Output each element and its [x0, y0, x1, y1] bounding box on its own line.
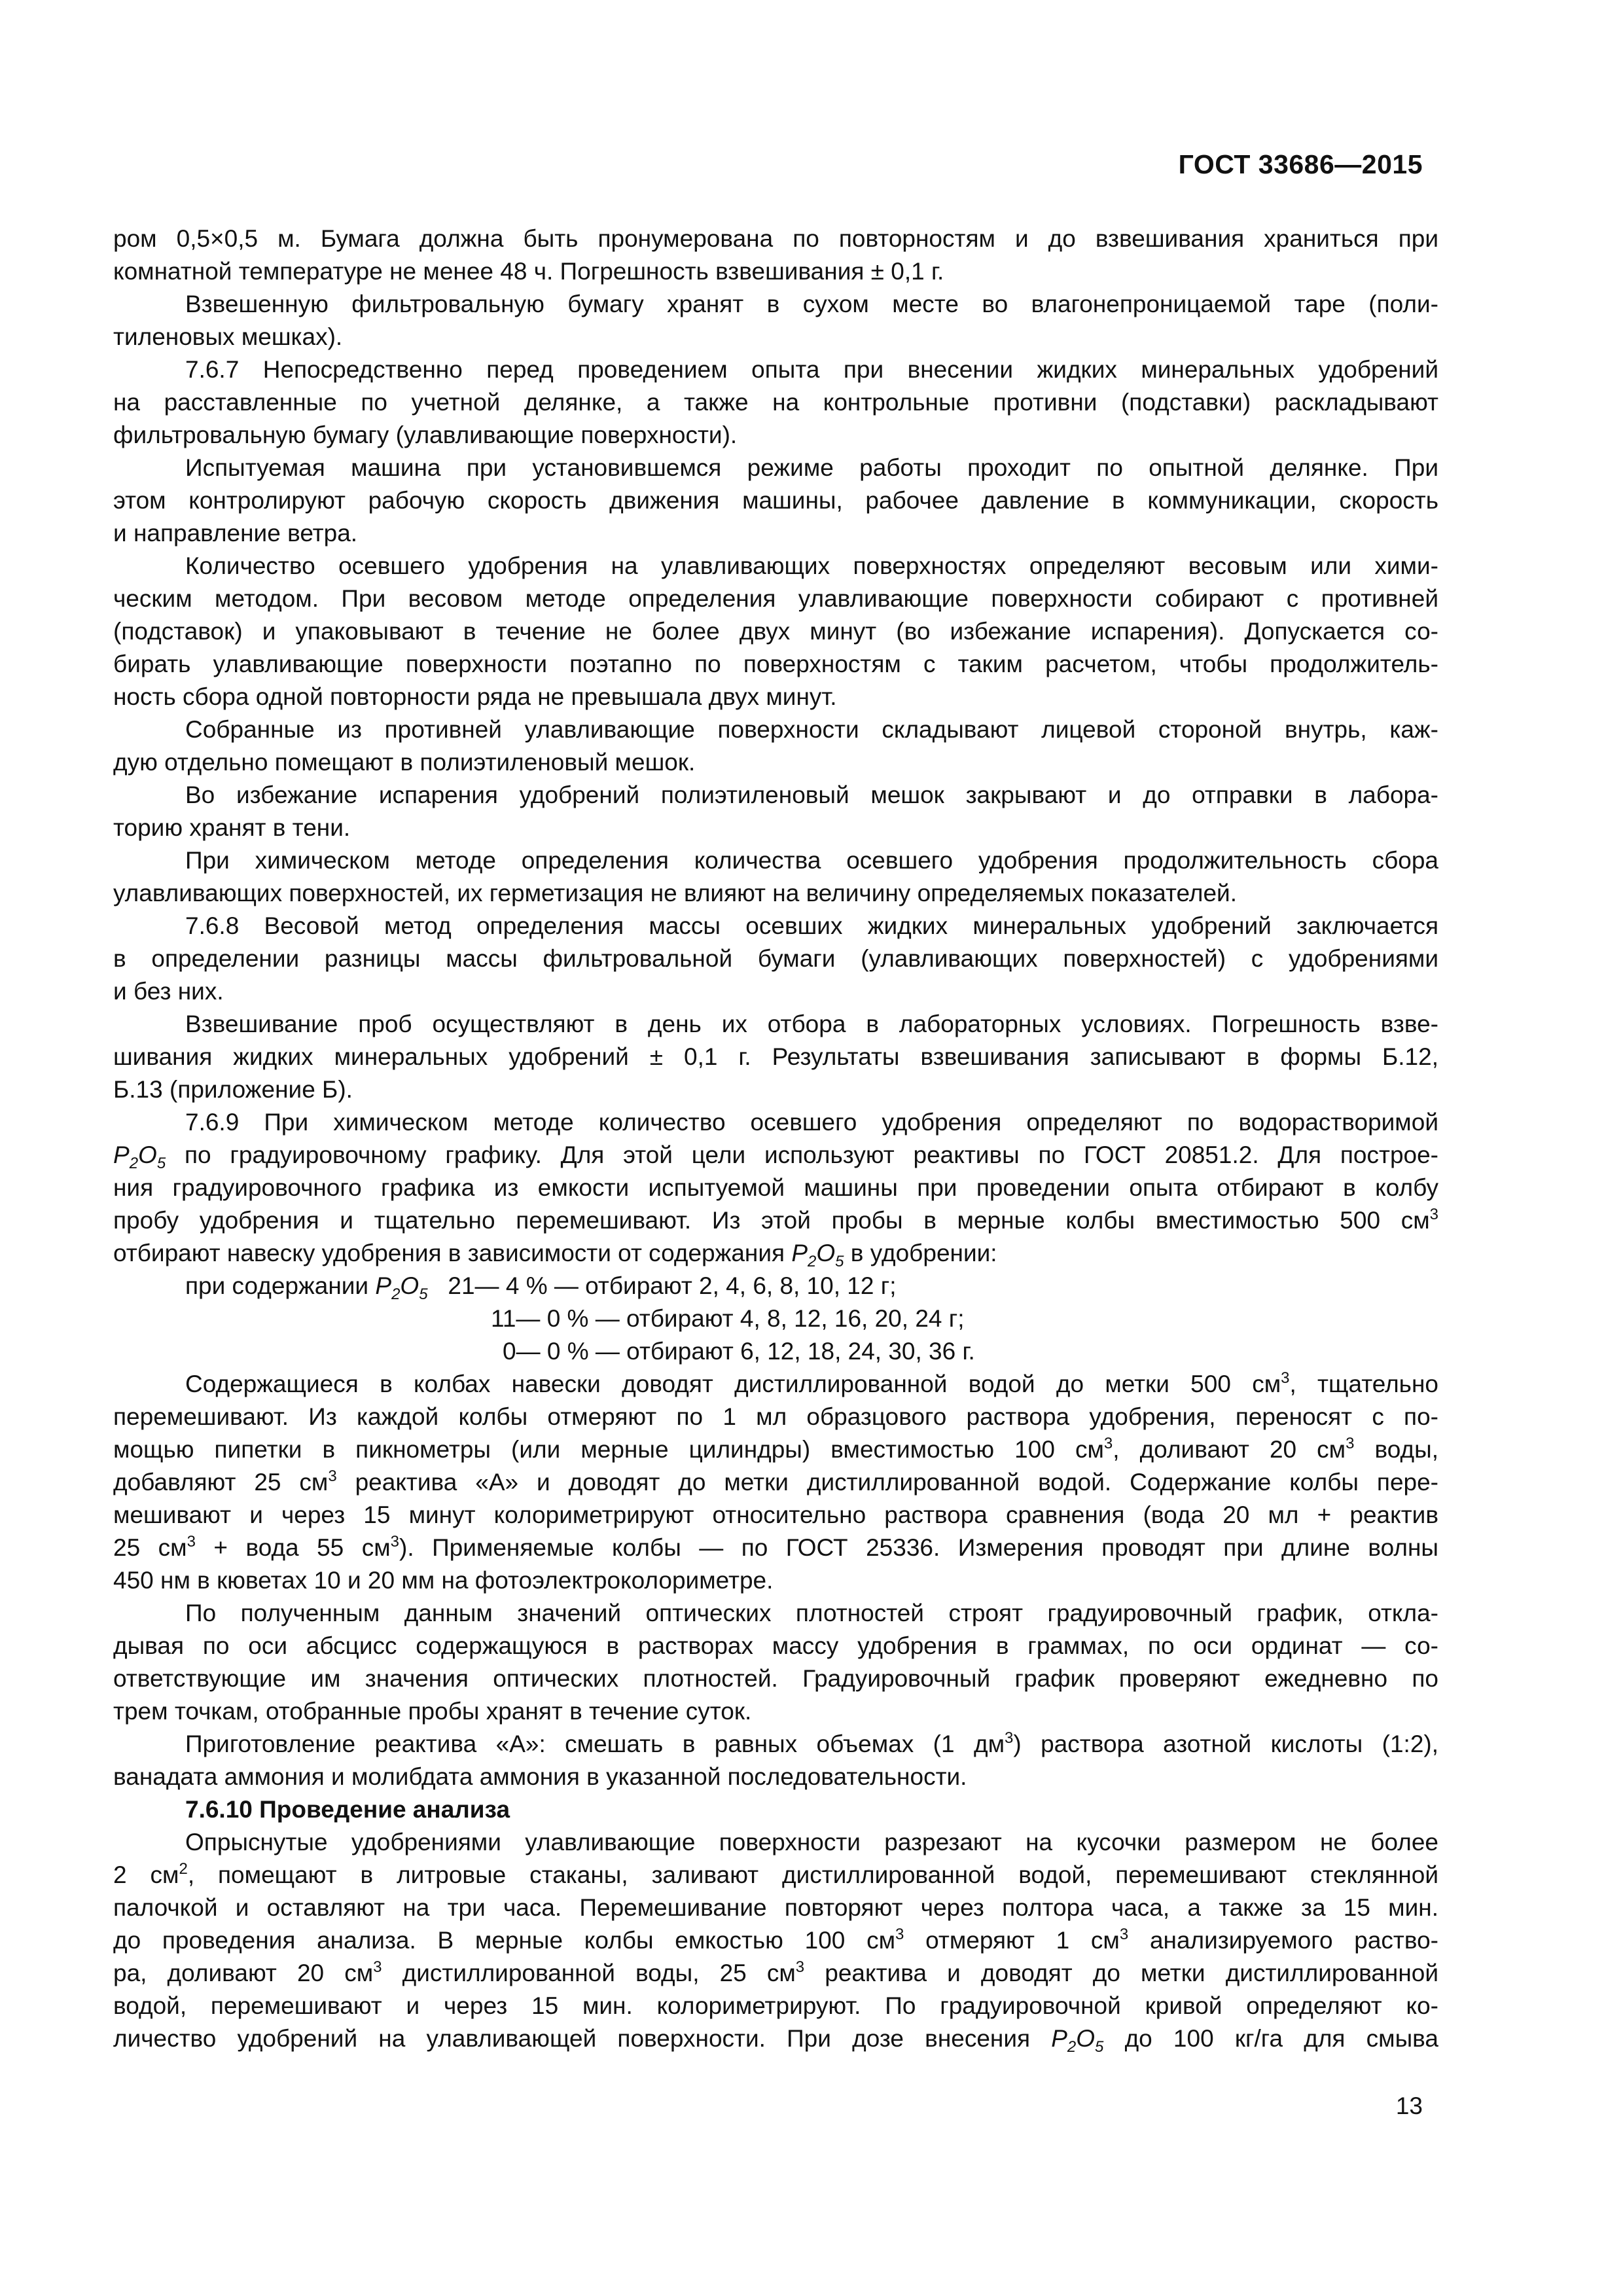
text-line: 11— 0 % — отбирают 4, 8, 12, 16, 20, 24 г; [491, 1305, 965, 1332]
text-line: перемешивают. Из каждой колбы отмеряют по 1 мл образцового раствора удобрения, переносят с по- [113, 1403, 1438, 1430]
formula-p2o5: $P_2O_5$ [1051, 2025, 1104, 2056]
text-line: улавливающих поверхностей, их герметизация не влияют на величину определяемых показателей. [113, 880, 1237, 906]
text-line: Испытуемая машина при установившемся режиме работы проходит по опытной делянке. При [185, 454, 1438, 481]
text-line: торию хранят в тени. [113, 814, 351, 841]
text-line: ность сбора одной повторности ряда не превышала двух минут. [113, 683, 837, 710]
text-line: и без них. [113, 978, 224, 1005]
text-line: на расставленные по учетной делянке, а также на контрольные противни (подставки) раскладывают [113, 389, 1438, 416]
text-line: При химическом методе определения количества осевшего удобрения продолжительность сбора [185, 847, 1438, 874]
text-line: 7.6.8 Весовой метод определения массы осевших жидких минеральных удобрений заключается [185, 912, 1438, 939]
text-line: Опрыснутые удобрениями улавливающие поверхности разрезают на кусочки размером не более [185, 1829, 1438, 1856]
text-line: и направление ветра. [113, 520, 358, 547]
text-line: отбирают навеску удобрения в зависимости от содержания $P_2O_5$ в удобрении: [113, 1240, 997, 1270]
text-line: Б.13 (приложение Б). [113, 1076, 353, 1103]
text-line: мешивают и через 15 минут колориметрируют относительно раствора сравнения (вода 20 мл + реактив [113, 1501, 1438, 1528]
text-line: трем точкам, отобранные пробы хранят в течение суток. [113, 1698, 752, 1725]
text-line: Приготовление реактива «А»: смешать в равных объемах (1 $дм^3$) раствора азотной кислоты (1:2), [185, 1729, 1438, 1757]
text-line: тиленовых мешках). [113, 323, 343, 350]
text-line: ния градуировочного графика из емкости испытуемой машины при проведении опыта отбирают в колбу [113, 1174, 1438, 1201]
text-line: водой, перемешивают и через 15 мин. колориметрируют. По градуировочной кривой определяют ко- [113, 1992, 1438, 2019]
formula-p2o5: $P_2O_5$ [113, 1141, 166, 1172]
text-line: $P_2O_5$ по градуировочному графику. Для этой цели используют реактивы по ГОСТ 20851.2. Для построе- [113, 1141, 1438, 1172]
formula-p2o5: $P_2O_5$ [375, 1272, 428, 1303]
text-line: ческим методом. При весовом методе определения улавливающие поверхности собирают с противней [113, 585, 1438, 612]
text-line: дую отдельно помещают в полиэтиленовый мешок. [113, 749, 696, 776]
text-line: Взвешенную фильтровальную бумагу хранят в сухом месте во влагонепроницаемой таре (поли- [185, 291, 1438, 317]
text-line: 0— 0 % — отбирают 6, 12, 18, 24, 30, 36 г. [503, 1338, 975, 1365]
text-line: бирать улавливающие поверхности поэтапно по поверхностям с таким расчетом, чтобы продолжитель- [113, 651, 1438, 677]
document-body [113, 223, 1438, 2055]
text-line: ром 0,5×0,5 м. Бумага должна быть пронумерована по повторностям и до взвешивания храниться при [113, 225, 1438, 252]
text-line: ответствующие им значения оптических плотностей. Градуировочный график проверяют ежедневно по [113, 1665, 1438, 1692]
text-line: в определении разницы массы фильтровальной бумаги (улавливающих поверхностей) с удобрениями [113, 945, 1438, 972]
text-line: личество удобрений на улавливающей поверхности. При дозе внесения $P_2O_5$ до 100 кг/га для смыва [113, 2025, 1438, 2056]
text-line: 7.6.9 При химическом методе количество осевшего удобрения определяют по водорастворимой [185, 1109, 1438, 1136]
text-line: Содержащиеся в колбах навески доводят дистиллированной водой до метки 500 $см^3$, тщательно [185, 1369, 1438, 1397]
text-line: ра, доливают 20 $см^3$ дистиллированной воды, 25 $см^3$ реактива и доводят до метки дистиллированной [113, 1958, 1439, 1986]
document-code-header: ГОСТ 33686—2015 [1178, 149, 1423, 179]
text-line: 25 $см^3$ + вода 55 $см^3$). Применяемые колбы — по ГОСТ 25336. Измерения проводят при длине волны [113, 1533, 1438, 1561]
text-line: пробу удобрения и тщательно перемешивают. Из этой пробы в мерные колбы вместимостью 500 $см^3$ [113, 1206, 1438, 1234]
text-line: (подставок) и упаковывают в течение не более двух минут (во избежание испарения). Допускается со- [113, 618, 1438, 645]
text-line: комнатной температуре не менее 48 ч. Погрешность взвешивания ± 0,1 г. [113, 258, 944, 285]
text-line: палочкой и оставляют на три часа. Перемешивание повторяют через полтора часа, а также за 15 мин. [113, 1894, 1438, 1921]
text-line: добавляют 25 $см^3$ реактива «А» и доводят до метки дистиллированной водой. Содержание колбы пере- [113, 1467, 1438, 1496]
text-line: дывая по оси абсцисс содержащуюся в растворах массу удобрения в граммах, по оси ординат — со- [113, 1632, 1438, 1659]
text-line: Количество осевшего удобрения на улавливающих поверхностях определяют весовым или хими- [185, 552, 1438, 579]
text-line: мощью пипетки в пикнометры (или мерные цилиндры) вместимостью 100 $см^3$, доливают 20 $см^3$ воды, [113, 1435, 1438, 1463]
page-number: 13 [1395, 2092, 1423, 2119]
text-line: Собранные из противней улавливающие поверхности складывают лицевой стороной внутрь, каж- [185, 716, 1438, 743]
formula-p2o5: $P_2O_5$ [791, 1240, 844, 1270]
text-line: Во избежание испарения удобрений полиэтиленовый мешок закрывают и до отправки в лабора- [185, 781, 1438, 808]
text-line: до проведения анализа. В мерные колбы емкостью 100 $см^3$ отмеряют 1 $см^3$ анализируемого раство- [113, 1926, 1438, 1954]
text-line: 7.6.7 Непосредственно перед проведением опыта при внесении жидких минеральных удобрений [185, 356, 1438, 383]
text-line: 2 $см^2$, помещают в литровые стаканы, заливают дистиллированной водой, перемешивают стеклянной [113, 1860, 1439, 1888]
section-heading: 7.6.10 Проведение анализа [185, 1796, 510, 1823]
text-line: шивания жидких минеральных удобрений ± 0,1 г. Результаты взвешивания записывают в формы Б.12, [113, 1043, 1438, 1070]
text-line: 450 нм в кюветах 10 и 20 мм на фотоэлектроколориметре. [113, 1567, 774, 1594]
text-line: этом контролируют рабочую скорость движения машины, рабочее давление в коммуникации, скорость [113, 487, 1438, 514]
text-line: Взвешивание проб осуществляют в день их отбора в лабораторных условиях. Погрешность взве- [185, 1011, 1438, 1037]
text-line: при содержании $P_2O_5$ 21— 4 % — отбирают 2, 4, 6, 8, 10, 12 г; [185, 1272, 897, 1303]
text-line: ванадата аммония и молибдата аммония в указанной последовательности. [113, 1763, 967, 1790]
text-line: фильтровальную бумагу (улавливающие поверхности). [113, 422, 738, 448]
text-line: По полученным данным значений оптических плотностей строят градуировочный график, откла- [185, 1600, 1438, 1626]
